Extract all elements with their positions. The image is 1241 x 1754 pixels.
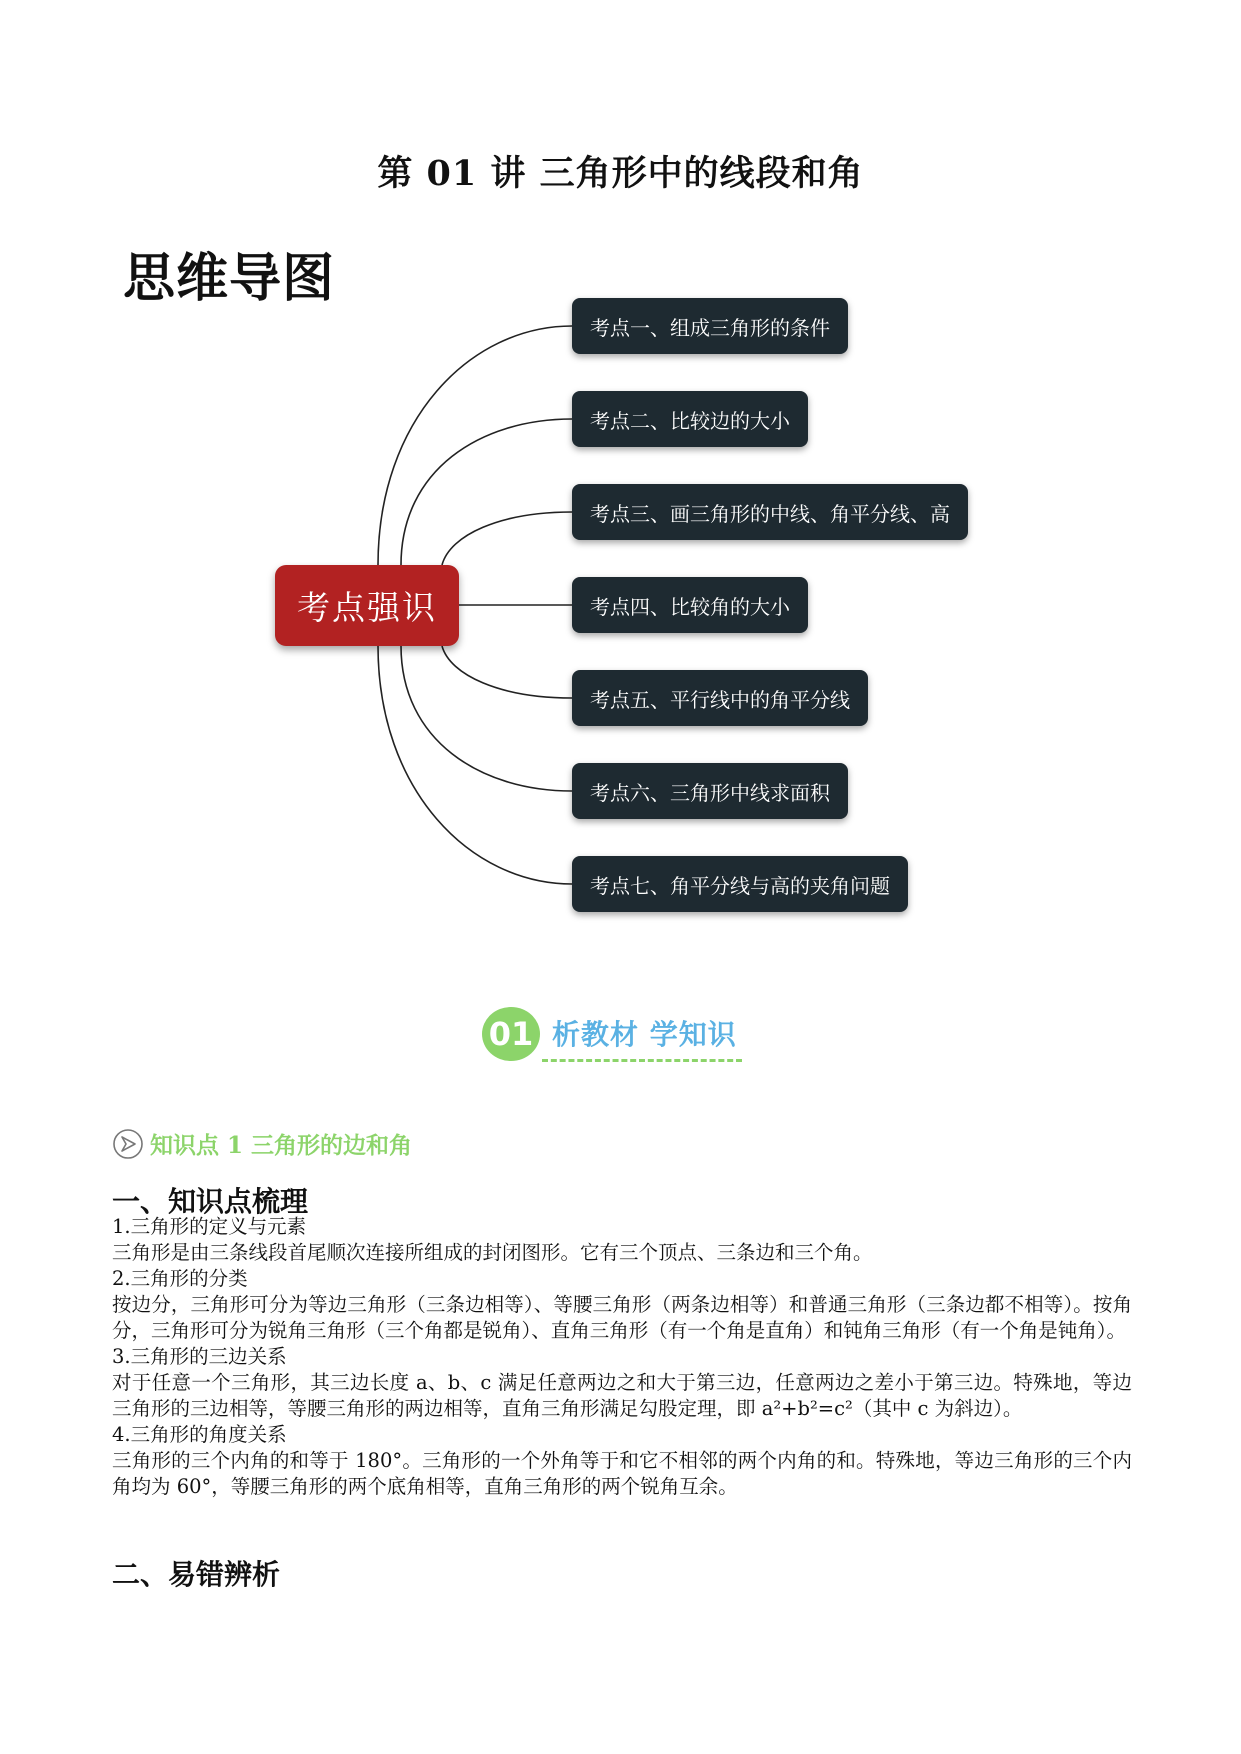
mindmap-heading: 思维导图 — [123, 249, 336, 309]
mindmap-node-3: 考点三、画三角形的中线、角平分线、高 — [572, 484, 968, 540]
mindmap-node-4: 考点四、比较角的大小 — [572, 577, 808, 633]
mindmap-center-node: 考点强识 — [275, 565, 459, 646]
connector-7 — [378, 646, 572, 884]
arrow-circle-icon — [112, 1128, 144, 1160]
section-badge — [482, 1003, 762, 1065]
section-heading-errors: 二、易错辨析 — [112, 1558, 281, 1591]
knowledge-point-heading — [112, 1127, 412, 1160]
paragraph-definition: 三角形是由三条线段首尾顺次连接所组成的封闭图形。它有三个顶点、三条边和三个角。 — [112, 1241, 873, 1264]
subheading-side-relation: 3.三角形的三边关系 — [112, 1345, 287, 1368]
subheading-classification: 2.三角形的分类 — [112, 1267, 248, 1290]
subheading-angle-relation: 4.三角形的角度关系 — [112, 1423, 287, 1446]
mindmap-node-6: 考点六、三角形中线求面积 — [572, 763, 848, 819]
subheading-definition: 1.三角形的定义与元素 — [112, 1215, 307, 1238]
section-underline — [542, 1059, 742, 1062]
page-title: 第 01 讲 三角形中的线段和角 — [377, 153, 864, 194]
mindmap-node-1: 考点一、组成三角形的条件 — [572, 298, 848, 354]
connector-5 — [442, 646, 572, 698]
mindmap-node-5: 考点五、平行线中的角平分线 — [572, 670, 868, 726]
summary-body — [112, 1214, 1132, 1500]
section-label: 析教材 学知识 — [552, 1018, 737, 1051]
connector-3 — [442, 512, 572, 565]
mindmap-node-2: 考点二、比较边的大小 — [572, 391, 808, 447]
section-number: 01 — [482, 1007, 540, 1061]
connector-6 — [401, 646, 572, 791]
paragraph-angle-relation: 三角形的三个内角的和等于 180°。三角形的一个外角等于和它不相邻的两个内角的和。特殊地，等边三角形的三个内角均为 60°，等腰三角形的两个底角相等，直角三角形的两个锐角互余。 — [112, 1449, 1132, 1498]
mindmap-node-7: 考点七、角平分线与高的夹角问题 — [572, 856, 908, 912]
paragraph-classification: 按边分，三角形可分为等边三角形（三条边相等）、等腰三角形（两条边相等）和普通三角形（三条边都不相等）。按角分，三角形可分为锐角三角形（三个角都是锐角）、直角三角形（有一个角是直角）和钝角三角形（有一个角是钝角）。 — [112, 1293, 1132, 1342]
section-heading-summary: 一、知识点梳理 — [112, 1185, 309, 1218]
paragraph-side-relation: 对于任意一个三角形，其三边长度 a、b、c 满足任意两边之和大于第三边，任意两边之差小于第三边。特殊地，等边三角形的三边相等，等腰三角形的两边相等，直角三角形满足勾股定理，即 a²+b²=c²（其中 c 为斜边）。 — [112, 1371, 1132, 1420]
connector-1 — [378, 326, 572, 565]
connector-2 — [401, 419, 572, 565]
knowledge-point-label: 知识点 1 三角形的边和角 — [150, 1132, 413, 1159]
